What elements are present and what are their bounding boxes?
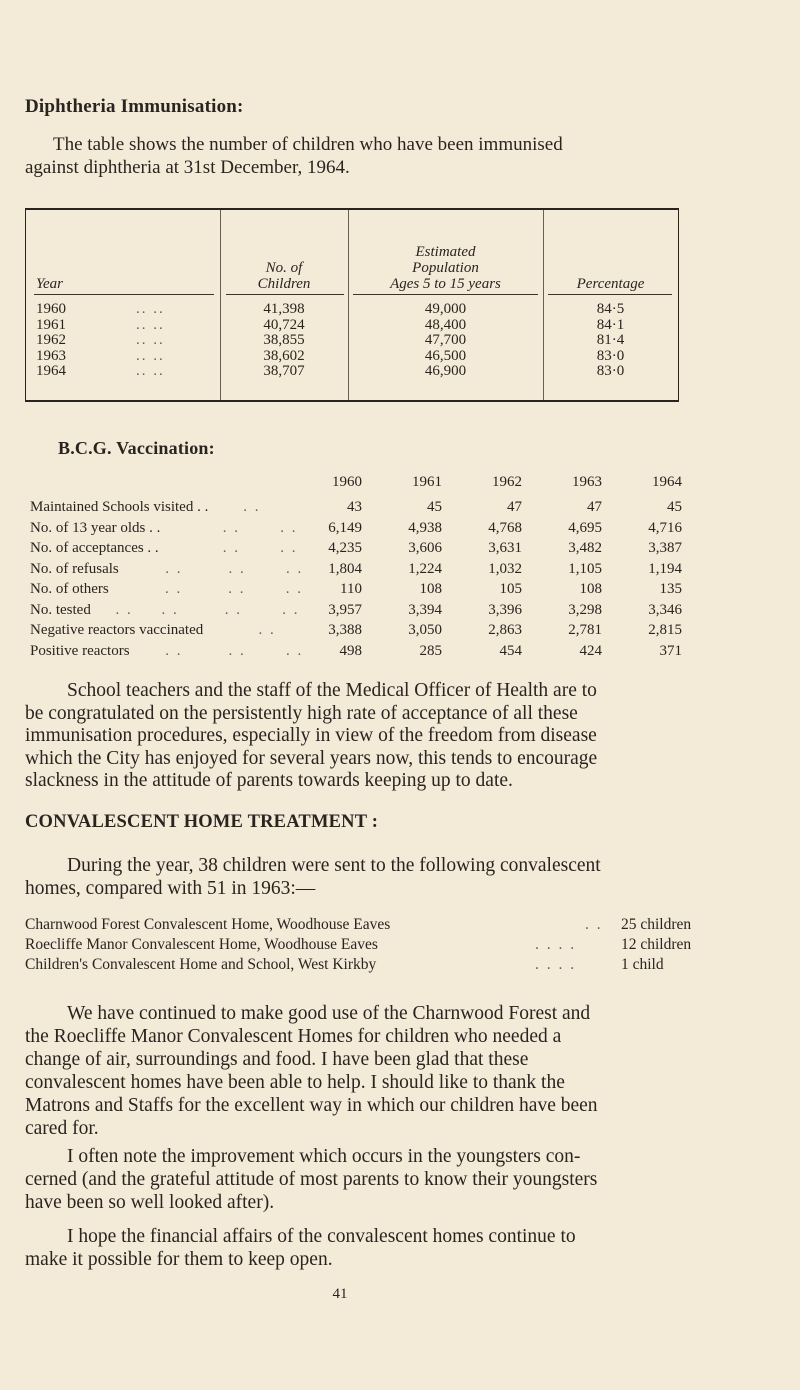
cell-year: 1963 <box>36 347 66 364</box>
convalescent-paragraph-3 <box>25 1225 770 1271</box>
cell-value: 3,387 <box>648 540 682 556</box>
cell-value: 1,194 <box>648 560 682 577</box>
cell-value: 3,482 <box>568 540 602 556</box>
paragraph-line: the Roecliffe Manor Convalescent Homes for children who needed a <box>25 1026 562 1047</box>
paragraph-line: make it possible for them to keep open. <box>25 1249 333 1270</box>
home-name: Roecliffe Manor Convalescent Home, Woodhouse Eaves <box>25 936 378 953</box>
header-year: Year <box>36 276 63 292</box>
paragraph-line: convalescent homes have been able to help. I should like to thank the <box>25 1072 565 1093</box>
header-rule <box>353 294 538 295</box>
header-percentage: Percentage <box>576 276 645 292</box>
header-population <box>348 244 543 292</box>
cell-value: 3,298 <box>568 601 602 618</box>
row-leader: . . . . . . . . <box>104 601 300 618</box>
row-leader: . . . . . . <box>148 642 304 659</box>
cell-leader: .. .. <box>136 332 165 348</box>
paragraph-line: change of air, surroundings and food. I have been glad that these <box>25 1049 529 1070</box>
cell-value: 3,394 <box>408 601 442 618</box>
cell-value: 4,938 <box>408 519 442 536</box>
cell-value: 1,032 <box>488 560 522 577</box>
cell-year: 1961 <box>36 316 66 333</box>
table-row <box>26 302 678 318</box>
home-count: 1 child <box>621 956 664 973</box>
cell-value: 3,396 <box>488 601 522 618</box>
cell-population: 46,900 <box>424 363 467 379</box>
header-pop-line1: Estimated <box>415 244 476 260</box>
table-row <box>30 622 770 643</box>
convalescent-paragraph-1 <box>25 1002 770 1140</box>
home-count: 25 children <box>621 916 692 933</box>
convalescent-paragraph-2 <box>25 1145 770 1214</box>
table-row <box>26 364 678 380</box>
cell-children: 41,398 <box>263 301 305 317</box>
home-leader: . . <box>585 916 603 933</box>
paragraph-line: homes, compared with 51 in 1963:— <box>25 878 316 899</box>
cell-children: 40,724 <box>263 316 305 333</box>
diphtheria-intro <box>25 133 770 179</box>
year-header: 1962 <box>492 474 522 490</box>
cell-population: 46,500 <box>424 347 467 364</box>
table-rows <box>26 302 678 380</box>
cell-leader: .. .. <box>136 316 165 333</box>
cell-value: 3,631 <box>488 540 522 556</box>
cell-value: 285 <box>419 642 442 659</box>
cell-leader: .. .. <box>136 347 165 364</box>
year-header: 1963 <box>572 474 602 490</box>
diphtheria-table <box>25 208 679 402</box>
table-row <box>30 561 770 582</box>
cell-value: 3,606 <box>408 540 442 556</box>
cell-value: 2,815 <box>648 622 682 638</box>
convalescent-intro <box>25 854 770 900</box>
paragraph-line: have been so well looked after). <box>25 1192 275 1213</box>
cell-leader: .. .. <box>136 301 165 317</box>
cell-value: 498 <box>339 642 362 659</box>
cell-leader: .. .. <box>136 363 165 379</box>
table-row <box>30 499 770 520</box>
row-leader: . . . . <box>194 519 298 536</box>
diphtheria-intro-line: The table shows the number of children who have been immunised <box>53 134 563 155</box>
cell-value: 3,388 <box>328 622 362 638</box>
cell-value: 4,695 <box>568 519 602 536</box>
cell-value: 108 <box>419 581 442 597</box>
row-label: Negative reactors vaccinated <box>30 622 204 638</box>
paragraph-line: be congratulated on the persistently high rate of acceptance of all these <box>25 702 578 724</box>
cell-value: 1,804 <box>328 560 362 577</box>
paragraph-line: slackness in the attitude of parents towards keeping up to date. <box>25 770 513 791</box>
table-row <box>30 520 770 541</box>
table-row <box>26 333 678 349</box>
cell-percentage: 83·0 <box>596 363 625 379</box>
paragraph-line: cared for. <box>25 1118 99 1139</box>
paragraph-line: I often note the improvement which occurs in the youngsters con- <box>67 1146 581 1167</box>
home-count: 12 children <box>621 936 692 953</box>
list-item <box>25 936 725 956</box>
cell-value: 3,346 <box>648 601 682 618</box>
cell-year: 1960 <box>36 301 66 317</box>
table-row <box>30 602 770 623</box>
cell-value: 4,235 <box>328 540 362 556</box>
cell-value: 371 <box>659 642 682 659</box>
cell-value: 47 <box>587 499 602 515</box>
cell-value: 6,149 <box>328 519 362 536</box>
cell-value: 3,050 <box>408 622 442 638</box>
paragraph-line: Matrons and Staffs for the excellent way in which our children have been <box>25 1095 598 1116</box>
list-item <box>25 916 725 936</box>
cell-population: 49,000 <box>424 301 467 317</box>
paragraph-line: School teachers and the staff of the Medical Officer of Health are to <box>67 680 597 701</box>
row-label: No. of 13 year olds . . <box>30 519 161 536</box>
table-row <box>30 643 770 664</box>
cell-value: 47 <box>507 499 522 515</box>
row-leader: . . . . <box>194 540 298 556</box>
cell-percentage: 83·0 <box>596 347 625 364</box>
school-paragraph <box>25 680 770 793</box>
cell-percentage: 84·5 <box>596 301 625 317</box>
cell-value: 108 <box>579 581 602 597</box>
row-label: Maintained Schools visited . . <box>30 499 209 515</box>
row-leader: . . <box>224 622 276 638</box>
row-label: No. tested <box>30 601 91 618</box>
paragraph-line: During the year, 38 children were sent to the following convalescent <box>67 855 601 876</box>
row-label: No. of refusals <box>30 560 119 577</box>
cell-value: 135 <box>659 581 682 597</box>
row-label: Positive reactors <box>30 642 130 659</box>
cell-value: 2,863 <box>488 622 522 638</box>
paragraph-line: cerned (and the grateful attitude of most parents to know their youngsters <box>25 1169 598 1190</box>
diphtheria-intro-line: against diphtheria at 31st December, 1964. <box>25 157 350 178</box>
cell-year: 1962 <box>36 332 66 348</box>
home-name: Charnwood Forest Convalescent Home, Woodhouse Eaves <box>25 916 391 933</box>
cell-value: 45 <box>427 499 442 515</box>
home-leader: . . . . <box>535 936 577 953</box>
convalescent-home-list <box>25 916 725 976</box>
row-leader: . . . . . . <box>142 581 303 597</box>
header-rule <box>34 294 214 295</box>
year-header: 1964 <box>652 474 682 490</box>
header-children-line1: No. of <box>265 260 303 276</box>
cell-children: 38,707 <box>263 363 305 379</box>
cell-percentage: 81·4 <box>596 332 625 348</box>
paragraph-line: We have continued to make good use of the Charnwood Forest and <box>67 1003 591 1024</box>
bcg-table <box>30 499 770 663</box>
cell-population: 48,400 <box>424 316 467 333</box>
diphtheria-heading: Diphtheria Immunisation: <box>25 96 244 117</box>
header-pop-line2: Population <box>412 260 479 276</box>
cell-value: 110 <box>340 581 362 597</box>
row-leader: . . <box>226 499 261 515</box>
bcg-year-header <box>30 474 770 494</box>
cell-value: 454 <box>499 642 522 659</box>
cell-year: 1964 <box>36 363 66 379</box>
home-leader: . . . . <box>535 956 577 973</box>
list-item <box>25 956 725 976</box>
cell-population: 47,700 <box>424 332 467 348</box>
paragraph-line: which the City has enjoyed for several years now, this tends to encourage <box>25 747 598 769</box>
bcg-heading: B.C.G. Vaccination: <box>58 438 215 458</box>
cell-value: 424 <box>579 642 602 659</box>
cell-value: 43 <box>347 499 362 515</box>
row-label: No. of acceptances . . <box>30 540 159 556</box>
paragraph-line: I hope the financial affairs of the convalescent homes continue to <box>67 1226 576 1247</box>
cell-value: 1,224 <box>408 560 442 577</box>
header-children-line2: Children <box>257 276 311 292</box>
convalescent-heading: CONVALESCENT HOME TREATMENT : <box>25 812 379 832</box>
cell-value: 1,105 <box>568 560 602 577</box>
cell-value: 4,716 <box>648 519 682 536</box>
table-row <box>26 349 678 365</box>
cell-value: 2,781 <box>568 622 602 638</box>
table-row <box>26 318 678 334</box>
cell-percentage: 84·1 <box>596 316 625 333</box>
cell-children: 38,855 <box>263 332 305 348</box>
year-header: 1961 <box>412 474 442 490</box>
cell-children: 38,602 <box>263 347 305 364</box>
header-pop-line3: Ages 5 to 15 years <box>390 276 501 292</box>
paragraph-line: immunisation procedures, especially in view of the freedom from disease <box>25 725 597 746</box>
cell-value: 3,957 <box>328 601 362 618</box>
cell-value: 45 <box>667 499 682 515</box>
row-label: No. of others <box>30 581 109 597</box>
header-rule <box>226 294 344 295</box>
header-children <box>220 260 348 292</box>
cell-value: 4,768 <box>488 519 522 536</box>
page-number: 41 <box>332 1286 348 1302</box>
row-leader: . . . . . . <box>148 560 304 577</box>
home-name: Children's Convalescent Home and School, West Kirkby <box>25 956 377 973</box>
table-row <box>30 581 770 602</box>
year-header: 1960 <box>332 474 362 490</box>
table-row <box>30 540 770 561</box>
header-rule <box>548 294 672 295</box>
cell-value: 105 <box>499 581 522 597</box>
